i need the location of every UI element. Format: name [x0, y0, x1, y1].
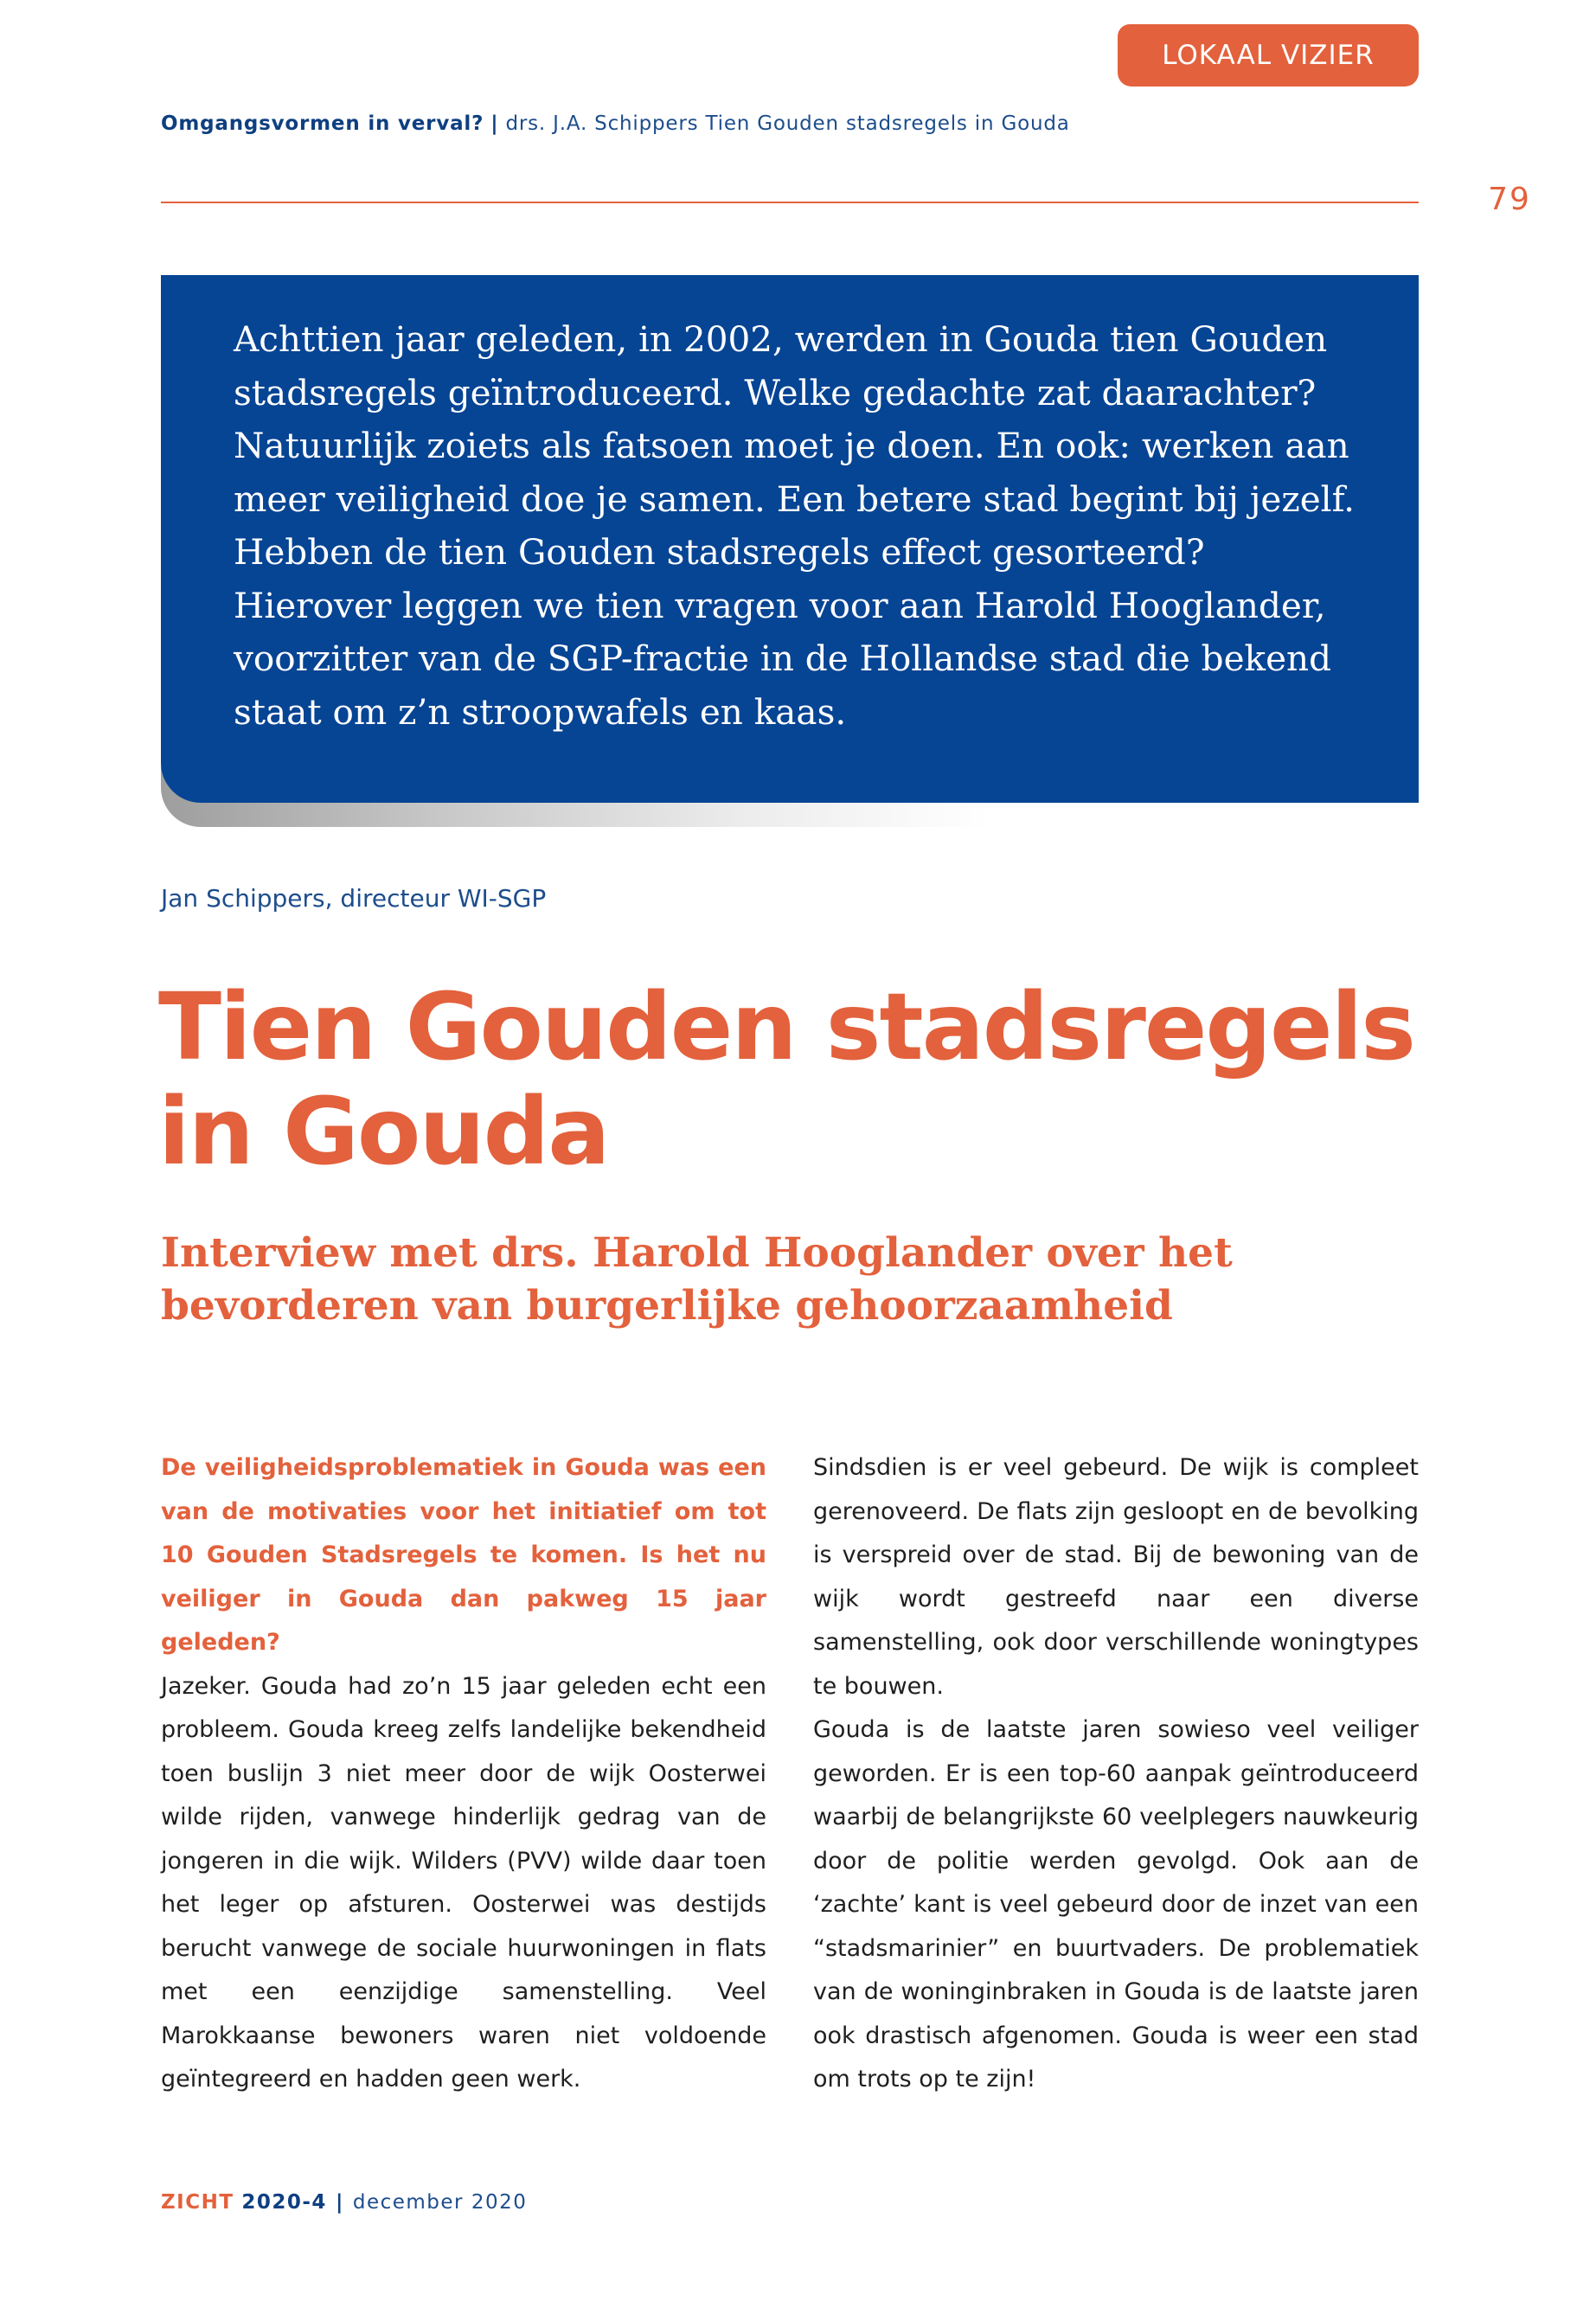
answer-paragraph-2: Sindsdien is er veel gebeurd. De wijk is compleet gerenoveerd. De flats zijn gesloopt en de bevolking is verspreid over de stad. Bij de bewoning van de wijk wordt gestreefd naar een diverse samenstelling, ook door verschillende woningtypes te bouwen. [813, 1454, 1419, 1700]
byline: Jan Schippers, directeur WI-SGP [161, 884, 547, 913]
section-tab [1118, 24, 1419, 87]
running-head-article: drs. J.A. Schippers Tien Gouden stadsregels in Gouda [505, 112, 1070, 135]
footer-date: december 2020 [352, 2191, 528, 2214]
interview-question: De veiligheidsproblematiek in Gouda was een van de motivaties voor het initiatief om tot 10 Gouden Stadsregels te komen. Is het nu veiliger in Gouda dan pakweg 15 jaar geleden? [161, 1454, 766, 1656]
intro-text: Achttien jaar geleden, in 2002, werden in Gouda tien Gouden stadsregels geïntroduceerd. Welke gedachte zat daarachter? Natuurlijk zoiets als fatsoen moet je doen. En ook: werken aan meer veiligheid doe je samen. Een betere stad begint bij jezelf. Hebben de tien Gouden stadsregels effect gesorteerd? Hierover leggen we tien vragen voor aan Harold Hooglander, voorzitter van de SGP-fractie in de Hollandse stad die bekend staat om z’n stroopwafels en kaas. [234, 318, 1356, 733]
header-rule [161, 202, 1419, 203]
footer-brand: ZICHT [161, 2191, 234, 2214]
footer-separator: | [335, 2191, 344, 2214]
footer-issue: 2020-4 [241, 2191, 327, 2214]
section-tab-label: LOKAAL VIZIER [1162, 40, 1375, 71]
footer [161, 2191, 527, 2214]
body-column-right [813, 1446, 1419, 2102]
body-column-left [161, 1446, 766, 2102]
answer-paragraph-3: Gouda is de laatste jaren sowieso veel veiliger geworden. Er is een top-60 aanpak geïntroduceerd waarbij de belangrijkste 60 veelplegers nauwkeurig door de politie werden gevolgd. Ook aan de ‘zachte’ kant is veel gebeurd door de inzet van een “stadsmarinier” en buurtvaders. De problematiek van de woninginbraken in Gouda is de laatste jaren ook drastisch afgenomen. Gouda is weer een stad om trots op te zijn! [813, 1716, 1419, 2093]
answer-paragraph-1: Jazeker. Gouda had zo’n 15 jaar geleden echt een probleem. Gouda kreeg zelfs landelijke bekendheid toen buslijn 3 niet meer door de wijk Oosterwei wilde rijden, vanwege hinderlijk gedrag van de jongeren in die wijk. Wilders (PVV) wilde daar toen het leger op afsturen. Oosterwei was destijds berucht vanwege de sociale huurwoningen in flats met een eenzijdige samenstelling. Veel Marokkaanse bewoners waren niet voldoende geïntegreerd en hadden geen werk. [161, 1672, 766, 2093]
running-head-separator: | [490, 112, 499, 135]
article-title: Tien Gouden stadsregels in Gouda [158, 974, 1414, 1186]
article-subtitle: Interview met drs. Harold Hooglander over het bevorderen van burgerlijke gehoorzaamheid [161, 1229, 1233, 1330]
intro-box [161, 275, 1419, 803]
running-head-series: Omgangsvormen in verval? [161, 112, 484, 135]
page-number: 79 [1488, 182, 1531, 217]
running-head [161, 112, 1070, 135]
